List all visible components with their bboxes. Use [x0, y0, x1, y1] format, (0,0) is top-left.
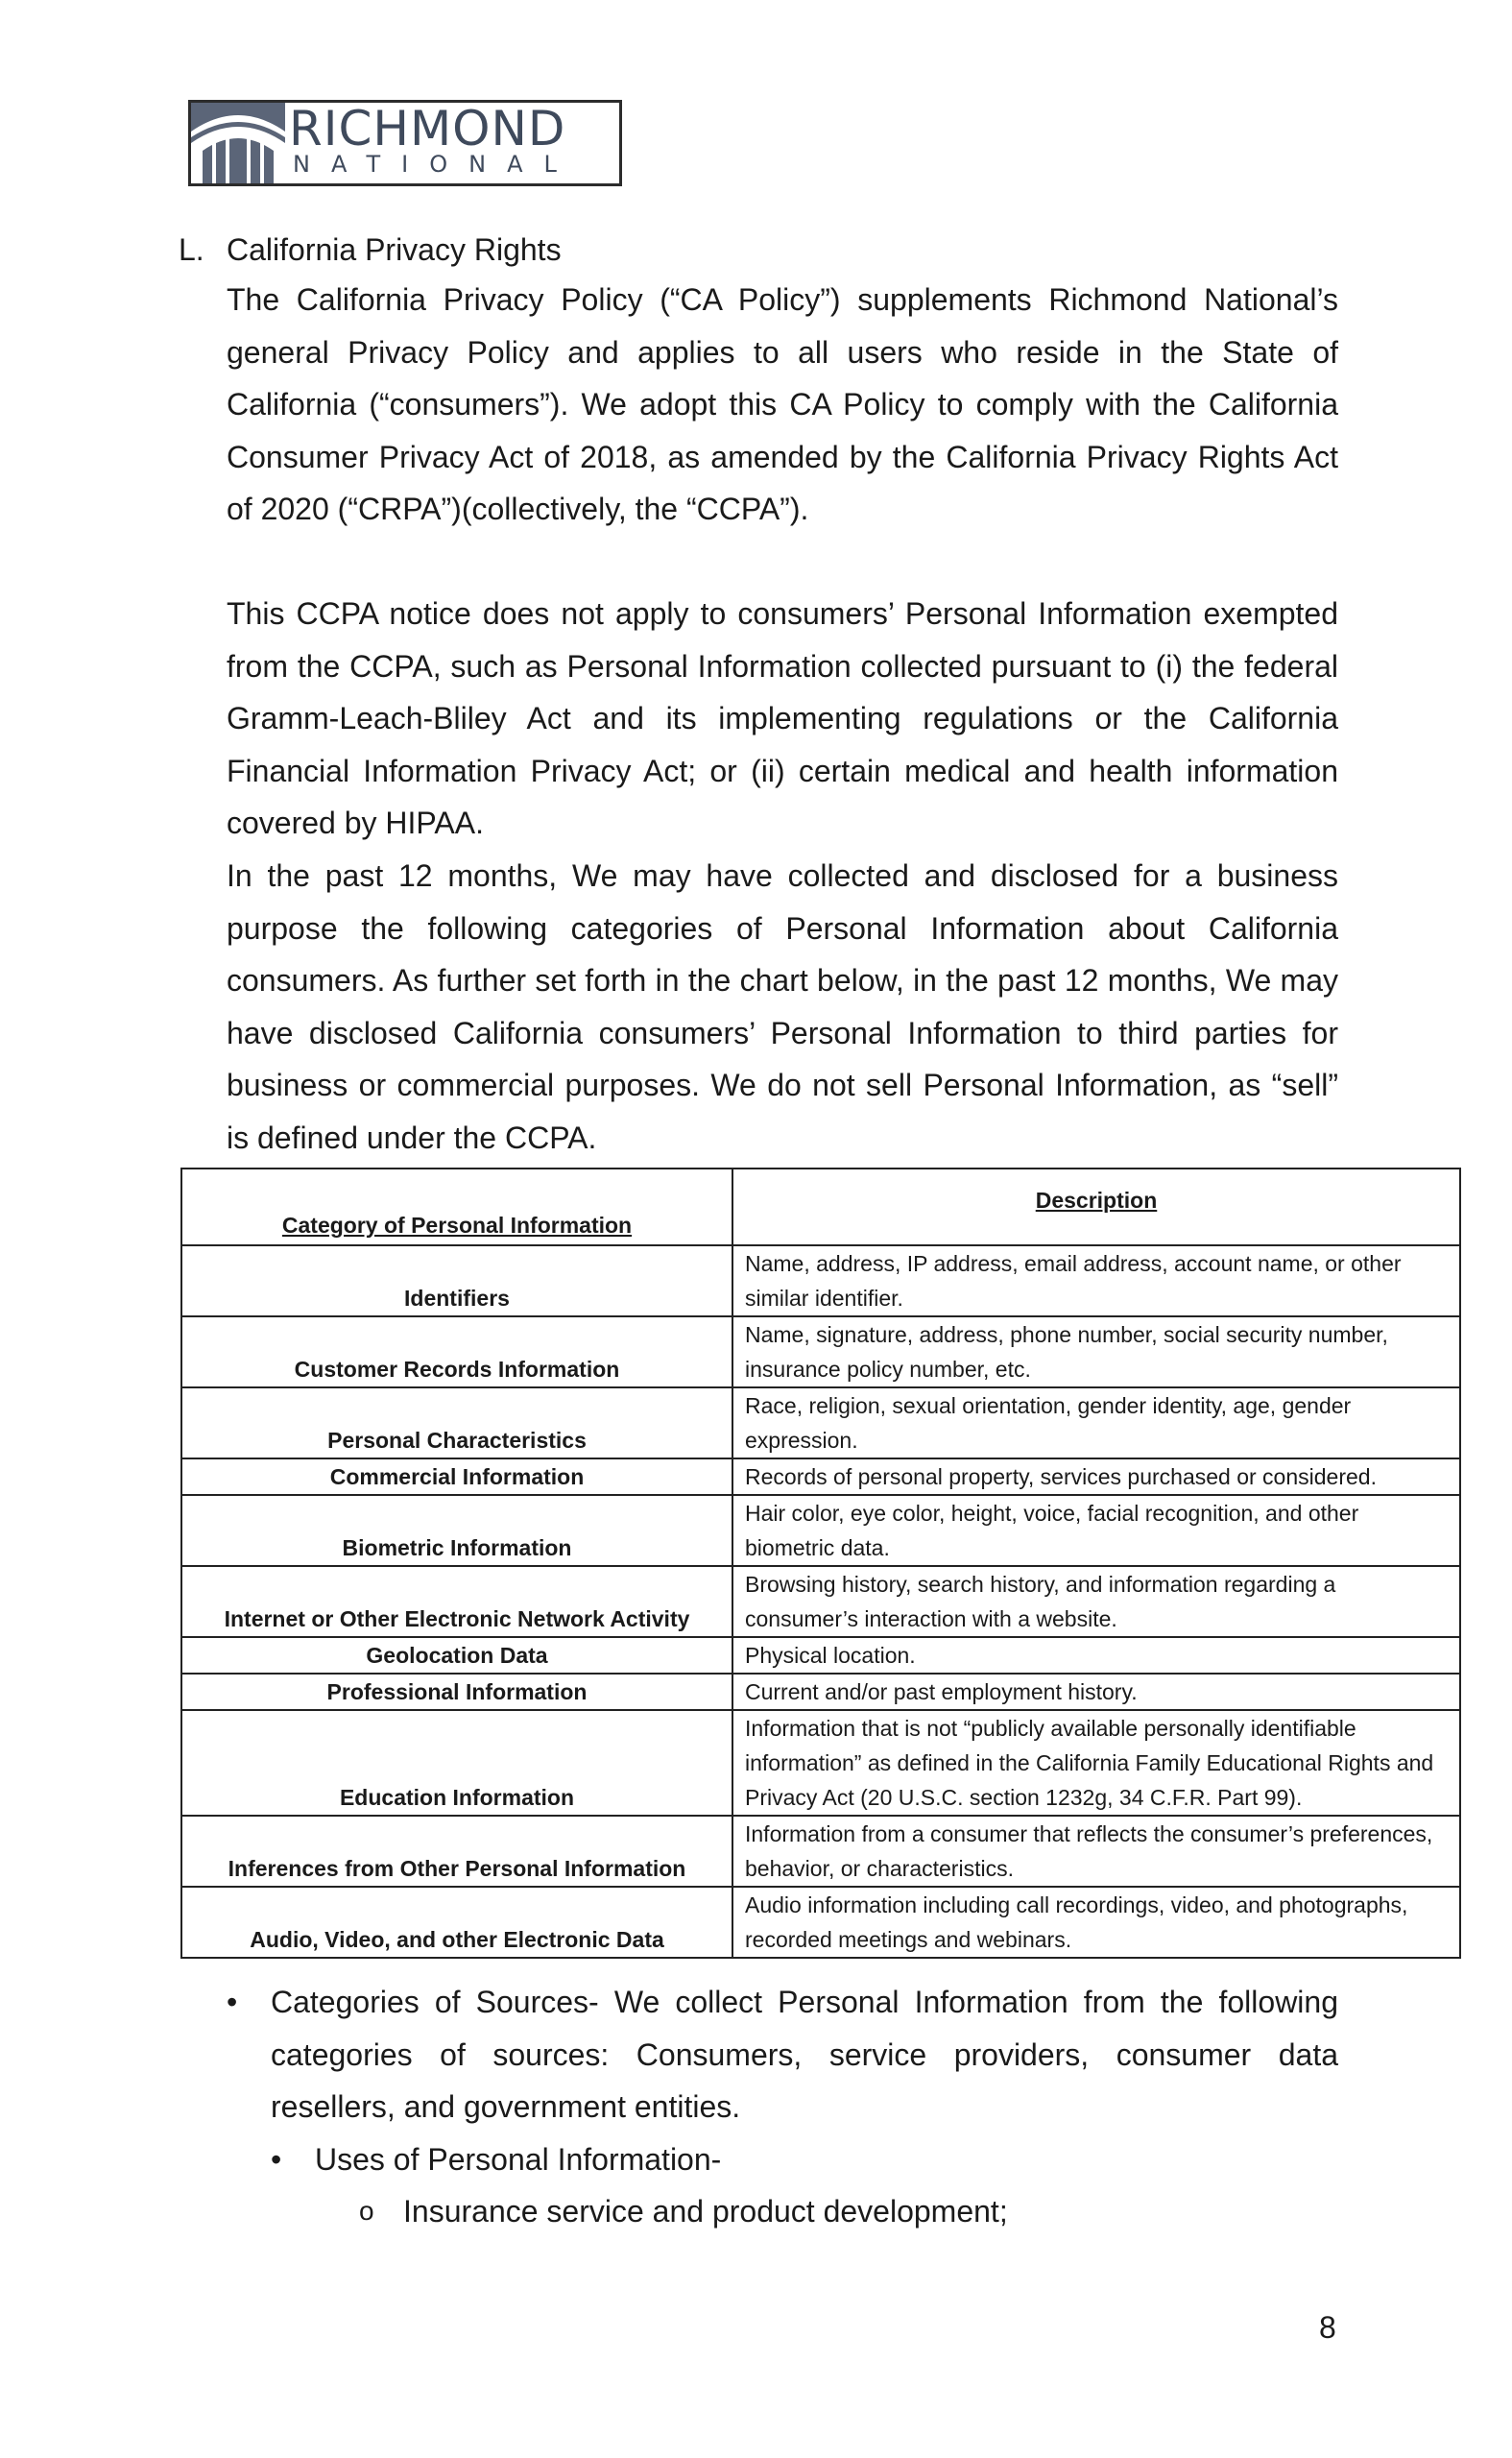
table-row: [181, 1674, 1460, 1710]
table-cell-category: Biometric Information: [181, 1495, 732, 1566]
table-row: [181, 1245, 1460, 1316]
logo-name: RICHMOND: [289, 101, 566, 157]
table-cell-category: Audio, Video, and other Electronic Data: [181, 1887, 732, 1958]
table-row: [181, 1637, 1460, 1674]
personal-information-table: [180, 1168, 1461, 1959]
list-item-text: Categories of Sources- We collect Personal Information from the following categories of sources: Consumers, service providers, consumer data resellers, and government entities.: [271, 1985, 1338, 2124]
table-cell-category: Inferences from Other Personal Information: [181, 1816, 732, 1887]
table-row: [181, 1816, 1460, 1887]
header-category: Category of Personal Information: [181, 1169, 732, 1245]
header-description: Description: [732, 1169, 1460, 1245]
list-item-text: Insurance service and product development;: [403, 2194, 1008, 2229]
table-cell-category: Identifiers: [181, 1245, 732, 1316]
table-cell-category: Commercial Information: [181, 1458, 732, 1495]
list-item-uses: [227, 2133, 1338, 2186]
bridge-logo-icon: [191, 103, 285, 183]
bullet-list: [227, 1976, 1338, 2238]
table-cell-description: Physical location.: [732, 1637, 1460, 1674]
bullet-icon: •: [271, 2141, 282, 2177]
list-item-text: Uses of Personal Information-: [315, 2141, 722, 2177]
table-cell-category: Customer Records Information: [181, 1316, 732, 1387]
table-cell-category: Geolocation Data: [181, 1637, 732, 1674]
table-row: [181, 1887, 1460, 1958]
table-row: [181, 1495, 1460, 1566]
list-item-use-insurance: [227, 2185, 1338, 2238]
table-cell-category: Education Information: [181, 1710, 732, 1816]
section-number: L.: [179, 232, 204, 267]
company-logo: [188, 100, 622, 186]
table-cell-description: Name, signature, address, phone number, social security number, insurance policy number, etc.: [732, 1316, 1460, 1387]
table-cell-description: Race, religion, sexual orientation, gender identity, age, gender expression.: [732, 1387, 1460, 1458]
paragraph-disclosure: In the past 12 months, We may have collected and disclosed for a business purpose the following categories of Personal Information about California consumers. As further set forth in the chart below, in the past 12 months, We may have disclosed California consumers’ Personal Information to third parties for business or commercial purposes. We do not sell Personal Information, as “sell” is defined under the CCPA.: [227, 858, 1338, 1155]
logo-subtitle: NATIONAL: [293, 151, 578, 178]
table-cell-description: Audio information including call recordings, video, and photographs, recorded meetings and webinars.: [732, 1887, 1460, 1958]
table-cell-description: Name, address, IP address, email address, account name, or other similar identifier.: [732, 1245, 1460, 1316]
table-header-row: [181, 1169, 1460, 1245]
list-item-sources: [227, 1976, 1338, 2133]
section-heading: [179, 230, 562, 269]
table-cell-category: Personal Characteristics: [181, 1387, 732, 1458]
table-cell-description: Browsing history, search history, and information regarding a consumer’s interaction with a website.: [732, 1566, 1460, 1637]
circle-bullet-icon: o: [359, 2196, 374, 2226]
table-cell-description: Information from a consumer that reflects the consumer’s preferences, behavior, or characteristics.: [732, 1816, 1460, 1887]
page-number: 8: [1319, 2310, 1336, 2345]
table-cell-category: Internet or Other Electronic Network Activity: [181, 1566, 732, 1637]
table-cell-description: Hair color, eye color, height, voice, facial recognition, and other biometric data.: [732, 1495, 1460, 1566]
bullet-icon: •: [227, 1985, 238, 2019]
paragraph-exemptions: This CCPA notice does not apply to consumers’ Personal Information exempted from the CCPA, such as Personal Information collected pursuant to (i) the federal Gramm-Leach-Bliley Act and its implementing regulations or the California Financial Information Privacy Act; or (ii) certain medical and health information covered by HIPAA.: [227, 596, 1338, 840]
table-cell-category: Professional Information: [181, 1674, 732, 1710]
table-row: [181, 1710, 1460, 1816]
table-row: [181, 1316, 1460, 1387]
paragraph-ca-policy: The California Privacy Policy (“CA Policy”) supplements Richmond National’s general Privacy Policy and applies to all users who reside in the State of California (“consumers”). We adopt this CA Policy to comply with the California Consumer Privacy Act of 2018, as amended by the California Privacy Rights Act of 2020 (“CRPA”)(collectively, the “CCPA”).: [227, 282, 1338, 526]
table-cell-description: Records of personal property, services purchased or considered.: [732, 1458, 1460, 1495]
table-cell-description: Information that is not “publicly available personally identifiable information” as defined in the California Family Educational Rights and Privacy Act (20 U.S.C. section 1232g, 34 C.F.R. Part 99).: [732, 1710, 1460, 1816]
table-row: [181, 1566, 1460, 1637]
logo-wordmark: [285, 103, 619, 183]
table-cell-description: Current and/or past employment history.: [732, 1674, 1460, 1710]
table-row: [181, 1458, 1460, 1495]
section-title: California Privacy Rights: [227, 232, 562, 267]
table-row: [181, 1387, 1460, 1458]
